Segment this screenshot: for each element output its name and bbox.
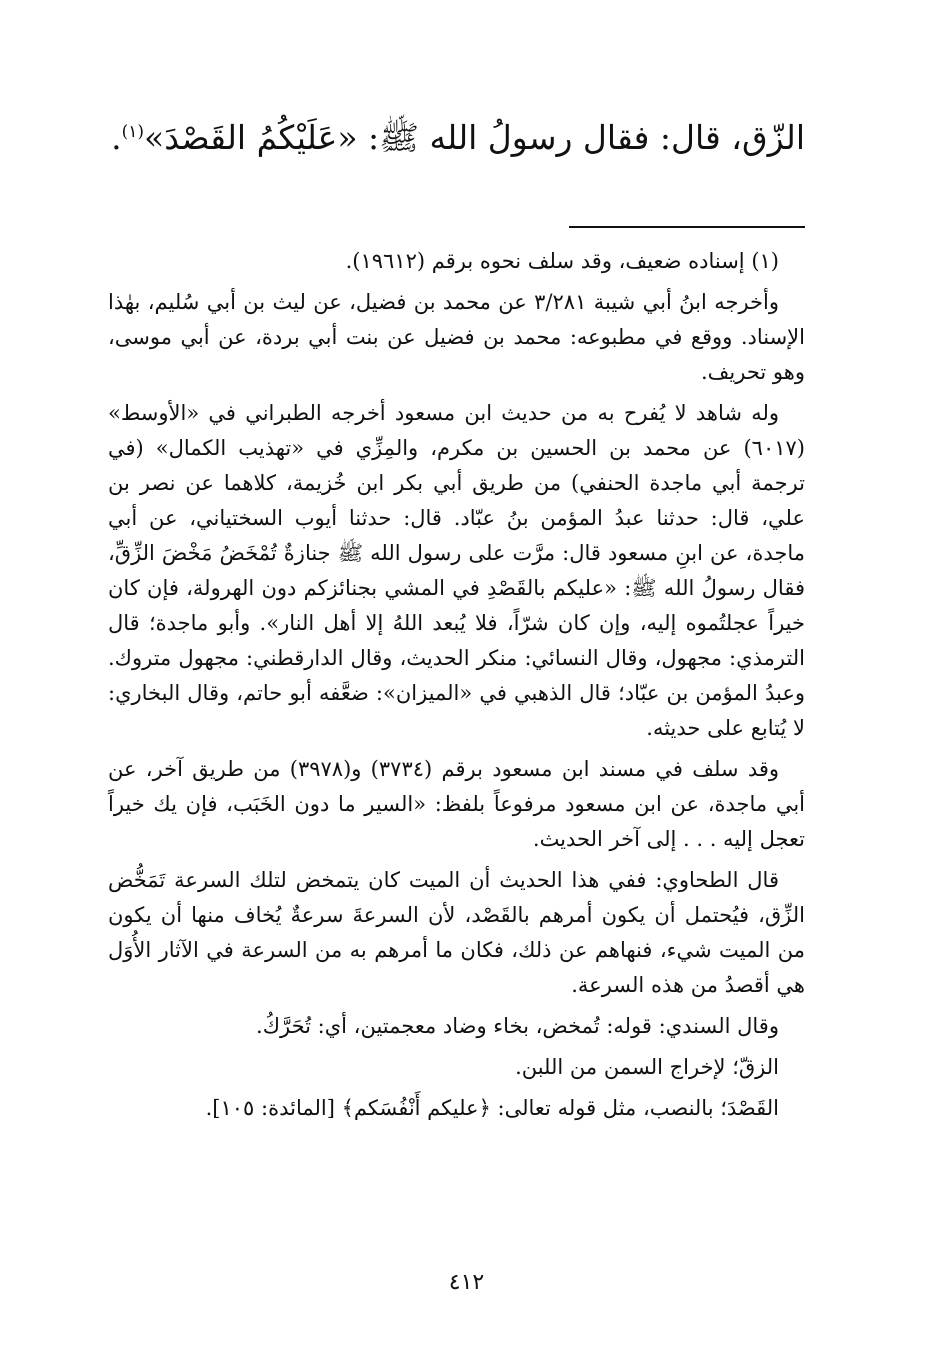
footnote-reference: (١) (121, 122, 145, 142)
footnote-paragraph: القَصْدَ؛ بالنصب، مثل قوله تعالى: ﴿عليكم أَنْفُسَكم﴾ [المائدة: ١٠٥]. (205, 1096, 779, 1120)
page-number: ٤١٢ (448, 1270, 485, 1295)
footnote-paragraph: قال الطحاوي: ففي هذا الحديث أن الميت كان يتمخض لتلك السرعة تَمَخُّض الزِّق، فيُحتمل أن يكون أمرهم بالقَصْد، لأن السرعةَ سرعةٌ يُخاف منها أن يكون من الميت شيء، فنهاهم عن ذلك، فكان ما أمرهم به من السرعة في الآثار الأُوَل هي أقصدُ من هذه السرعة. (108, 868, 805, 997)
footnote-paragraph: الزقّ؛ لإخراج السمن من اللبن. (515, 1055, 779, 1079)
main-text-line (105, 116, 805, 160)
footnote-paragraph: وقد سلف في مسند ابن مسعود برقم (٣٧٣٤) و(٣٩٧٨) من طريق آخر، عن أبي ماجدة، عن ابن مسعود مرفوعاً بلفظ: «السير ما دون الخَبَب، فإن يك خيراً تعجل إليه . . . إلى آخر الحديث. (108, 757, 805, 851)
footnote-paragraph: وله شاهد لا يُفرح به من حديث ابن مسعود أخرجه الطبراني في «الأوسط» (٦٠١٧) عن محمد بن الحسين بن مكرم، والمِزِّي في «تهذيب الكمال» (في ترجمة أبي ماجدة الحنفي) من طريق أبي بكر ابن خُزيمة، كلاهما عن نصر بن علي، قال: حدثنا عبدُ المؤمن بنُ عبّاد. قال: حدثنا أيوب السختياني، عن أبي ماجدة، عن ابنِ مسعود قال: مرَّت على رسول الله ﷺ جنازةٌ تُمْخَضُ مَخْضَ الزِّقِّ، فقال رسولُ الله ﷺ: «عليكم بالقَصْدِ في المشي بجنائزكم دون الهرولة، فإن كان خيراً عجلتُموه إليه، وإن كان شرّاً، فلا يُبعد اللهُ إلا أهل النار». وأبو ماجدة؛ قال الترمذي: مجهول، وقال النسائي: منكر الحديث، وقال الدارقطني: مجهول متروك. وعبدُ المؤمن بن عبّاد؛ قال الذهبي في «الميزان»: ضعَّفه أبو حاتم، وقال البخاري: لا يُتابع على حديثه. (108, 401, 805, 740)
footnote-paragraph: وأخرجه ابنُ أبي شيبة ٣/٢٨١ عن محمد بن فضيل، عن ليث بن أبي سُليم، بهٰذا الإسناد. ووقع في مطبوعه: محمد بن فضيل عن بنت أبي بردة، عن أبي موسى، وهو تحريف. (108, 290, 805, 384)
footnote-separator (569, 226, 805, 228)
main-text: الزّق، قال: فقال رسولُ الله ﷺ: «عَلَيْكُمُ القَصْدَ» (144, 118, 805, 157)
main-text-end: . (111, 118, 122, 157)
footnote-paragraph: (١) إسناده ضعيف، وقد سلف نحوه برقم (١٩٦١٢). (345, 249, 779, 273)
footnotes-block (108, 244, 805, 1132)
footnote-paragraph: وقال السندي: قوله: تُمخض، بخاء وضاد معجمتين، أي: تُحَرَّكُ. (256, 1014, 779, 1038)
